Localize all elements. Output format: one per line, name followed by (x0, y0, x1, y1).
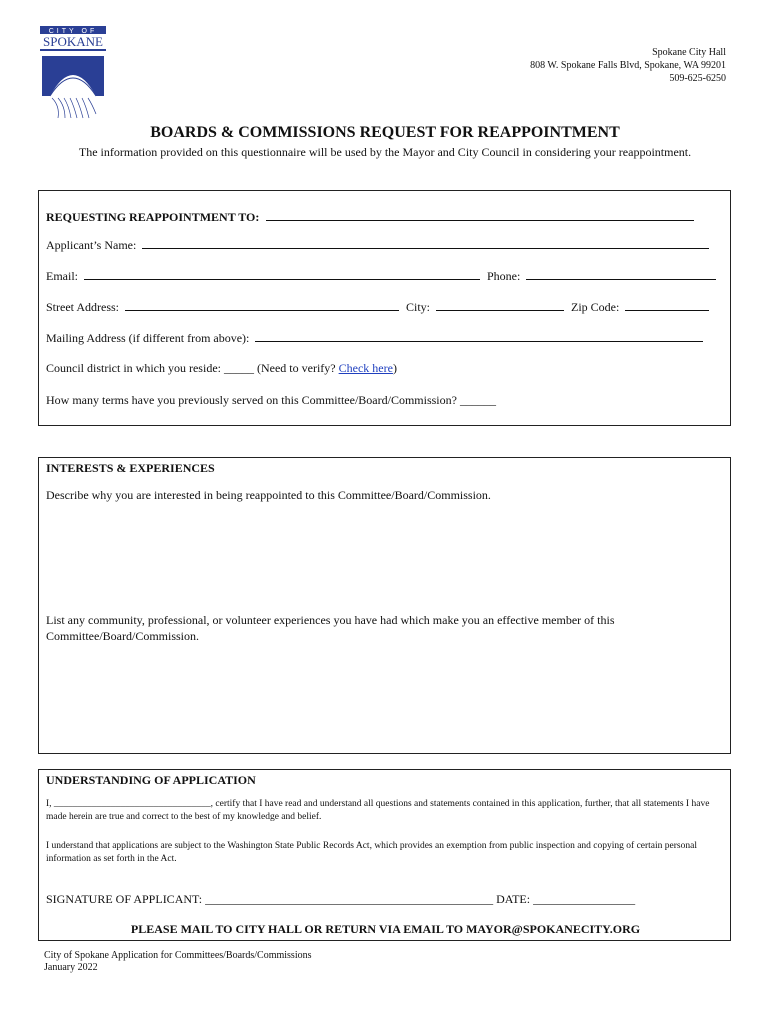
street-address-label: Street Address: (46, 300, 119, 314)
street-address-field[interactable] (125, 299, 399, 311)
zip-code-field[interactable] (625, 299, 709, 311)
check-here-link[interactable]: Check here (338, 361, 393, 375)
verify-suffix: ) (392, 361, 397, 375)
terms-served-label: How many terms have you previously served on this Committee/Board/Commission? (46, 393, 457, 407)
council-district-field[interactable]: _____ (223, 361, 254, 375)
phone-label: Phone: (487, 269, 521, 283)
page-footer (44, 950, 312, 974)
applicant-name-label: Applicant’s Name: (46, 238, 137, 252)
certification-statement (46, 798, 716, 824)
experiences-answer-area[interactable] (46, 648, 723, 748)
requesting-label: REQUESTING REAPPOINTMENT TO: (46, 210, 260, 224)
interests-experiences-section (38, 457, 731, 754)
city-of-spokane-logo (38, 26, 108, 121)
verify-text: (Need to verify? (256, 361, 336, 375)
city-field[interactable] (436, 299, 564, 311)
signature-label: SIGNATURE OF APPLICANT: (46, 892, 203, 906)
logo-text-main: SPOKANE (43, 34, 103, 49)
reappointment-reason-question: Describe why you are interested in being reappointed to this Committee/Board/Commission. (46, 488, 491, 502)
mailing-address-field[interactable] (255, 330, 703, 342)
city-label: City: (406, 300, 431, 314)
page-subtitle: The information provided on this questionnaire will be used by the Mayor and City Council in considering your reappointment. (78, 145, 692, 159)
email-field[interactable] (84, 268, 480, 280)
certify-prefix: I, (46, 799, 52, 809)
certify-name-field[interactable]: _________________________________, (53, 799, 214, 809)
experiences-question-line2: Committee/Board/Commission. (46, 629, 199, 643)
interests-heading: INTERESTS & EXPERIENCES (46, 461, 215, 475)
applicant-name-field[interactable] (142, 237, 709, 249)
mailing-address-label: Mailing Address (if different from above): (46, 331, 250, 345)
date-label: DATE: (496, 892, 531, 906)
contact-address: 808 W. Spokane Falls Blvd, Spokane, WA 99201 (530, 60, 726, 71)
experiences-question-line1: List any community, professional, or volunteer experiences you have had which make you an effective member of this (46, 613, 615, 627)
contact-name: Spokane City Hall (652, 47, 726, 58)
date-field[interactable]: _________________ (533, 892, 636, 906)
phone-field[interactable] (526, 268, 716, 280)
mail-instructions: PLEASE MAIL TO CITY HALL OR RETURN VIA EMAIL TO MAYOR@SPOKANECITY.ORG (130, 922, 641, 936)
email-label: Email: (46, 269, 78, 283)
signature-field[interactable]: ________________________________________________ (205, 892, 494, 906)
reappointment-reason-answer-area[interactable] (46, 506, 723, 606)
applicant-info-section (38, 190, 731, 426)
terms-served-field[interactable]: ______ (459, 393, 496, 407)
certify-text: certify that I have read and understand all questions and statements contained in this application, further, that all statements I have made herein are true and correct to the best of my knowledge and belief. (46, 799, 710, 822)
understanding-section (38, 769, 731, 941)
footer-line1: City of Spokane Application for Committees/Boards/Commissions (44, 950, 312, 961)
city-hall-contact (530, 46, 726, 85)
footer-line2: January 2022 (44, 962, 98, 973)
zip-code-label: Zip Code: (571, 300, 620, 314)
understanding-heading: UNDERSTANDING OF APPLICATION (46, 773, 256, 787)
logo-text-top: CITY OF (48, 28, 98, 35)
requesting-field[interactable] (266, 209, 694, 221)
council-district-label: Council district in which you reside: (46, 361, 221, 375)
public-records-statement: I understand that applications are subject to the Washington State Public Records Act, which provides an exemption from public inspection and copying of certain personal information as set forth in the Act. (46, 841, 697, 864)
page-title: BOARDS & COMMISSIONS REQUEST FOR REAPPOINTMENT (150, 124, 620, 141)
contact-phone: 509-625-6250 (669, 73, 726, 84)
